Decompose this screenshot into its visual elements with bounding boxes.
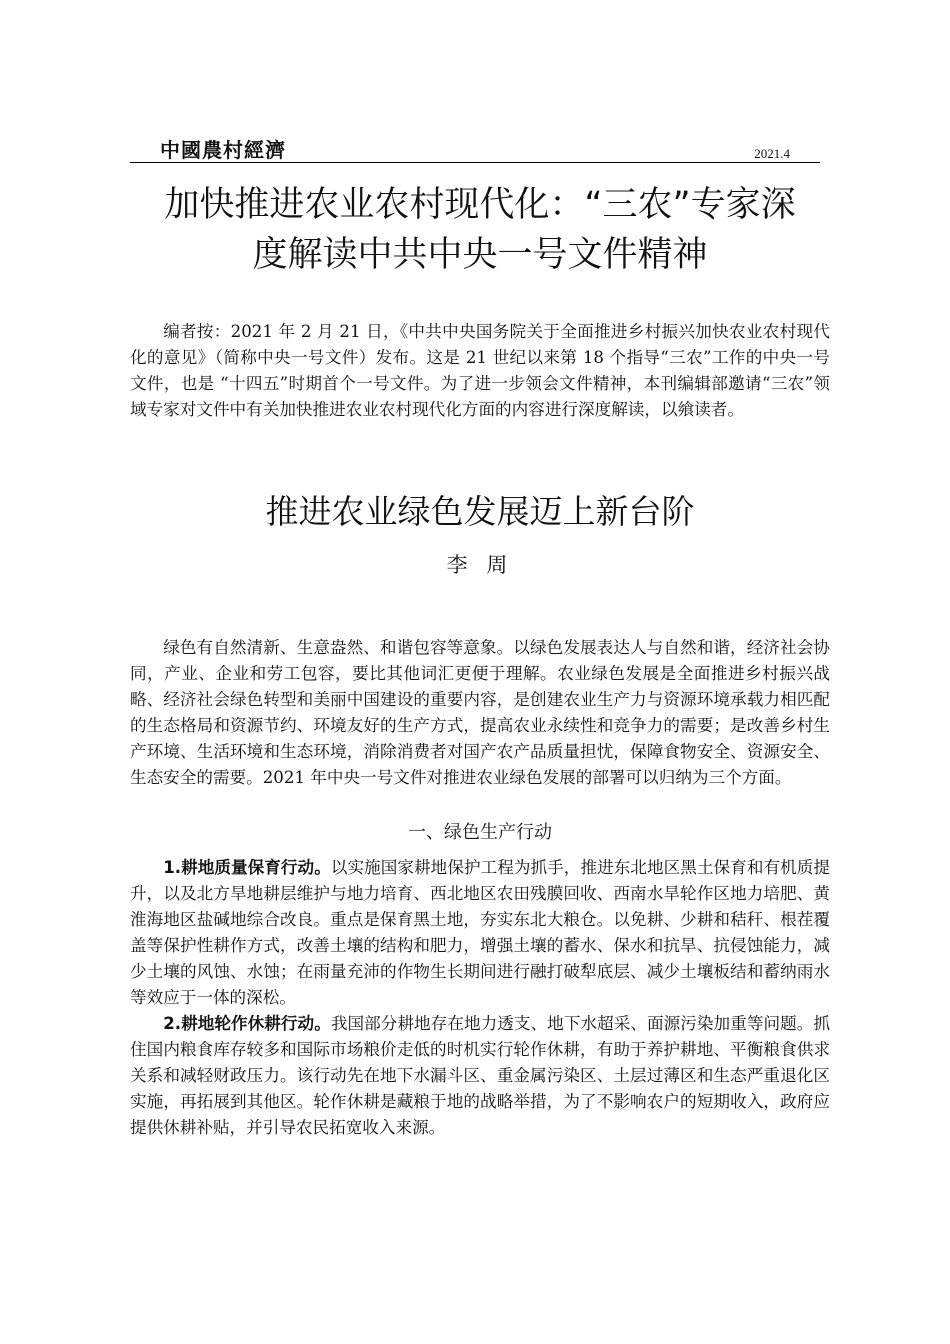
article-title: 推进农业绿色发展迈上新台阶 [265,492,695,531]
main-title-line-2: 度解读中共中央一号文件精神 [252,235,708,275]
main-title-line-1: 加快推进农业农村现代化：“三农”专家深 [164,185,796,225]
journal-logo: 中國農村經濟 [160,138,286,162]
paragraph-2-lead: 2.耕地轮作休耕行动。 [163,1014,331,1033]
issue-number: 2021.4 [754,146,790,161]
editor-note: 编者按：2021 年 2 月 21 日，《中共中央国务院关于全面推进乡村振兴加快农业农村现代化的意见》（简称中央一号文件）发布。这是 21 世纪以来第 18 个指导“三农”工作的中央一号文件，也是 “十四五”时期首个一号文件。为了进一步领会文件精神，本刊编辑部邀请“三农”领域专家对文件中有关加快推进农业农村现代化方面的内容进行深度解读，以飨读者。 [130,322,830,419]
paragraph-1-text: 以实施国家耕地保护工程为抓手，推进东北地区黑土保育和有机质提升，以及北方旱地耕层维护与地力培育、西北地区农田残膜回收、西南水旱轮作区地力培肥、黄淮海地区盐碱地综合改良。重点是保育黑土地，夯实东北大粮仓。以免耕、少耕和秸秆、根茬覆盖等保护性耕作方式，改善土壤的结构和肥力，增强土壤的蓄水、保水和抗旱、抗侵蚀能力，减少土壤的风蚀、水蚀；在雨量充沛的作物生长期间进行融打破犁底层、减少土壤板结和蓄纳雨水等效应于一体的深松。 [130,858,830,1007]
article-author: 李 周 [446,553,514,577]
main-title [130,180,830,280]
paragraph-2 [130,1011,830,1141]
intro-paragraph: 绿色有自然清新、生意盎然、和谐包容等意象。以绿色发展表达人与自然和谐，经济社会协同，产业、企业和劳工包容，要比其他词汇更便于理解。农业绿色发展是全面推进乡村振兴战略、经济社会绿色转型和美丽中国建设的重要内容，是创建农业生产力与资源环境承载力相匹配的生态格局和资源节约、环境友好的生产方式，提高农业永续性和竞争力的需要；是改善乡村生产环境、生活环境和生态环境，消除消费者对国产农产品质量担忧，保障食物安全、资源安全、生态安全的需要。2021 年中央一号文件对推进农业绿色发展的部署可以归纳为三个方面。 [130,638,830,787]
paragraph-1-lead: 1.耕地质量保育行动。 [163,858,331,877]
paragraph-2-text: 我国部分耕地存在地力透支、地下水超采、面源污染加重等问题。抓住国内粮食库存较多和国际市场粮价走低的时机实行轮作休耕，有助于养护耕地、平衡粮食供求关系和减轻财政压力。该行动先在地下水漏斗区、重金属污染区、土层过薄区和生态严重退化区实施，再拓展到其他区。轮作休耕是藏粮于地的战略举措，为了不影响农户的短期收入，政府应提供休耕补贴，并引导农民拓宽收入来源。 [130,1014,830,1137]
paragraph-1 [130,855,830,1011]
section-heading: 一、绿色生产行动 [408,822,552,843]
page-header [130,130,820,163]
intro-section [130,635,830,791]
section-body [130,855,830,1141]
